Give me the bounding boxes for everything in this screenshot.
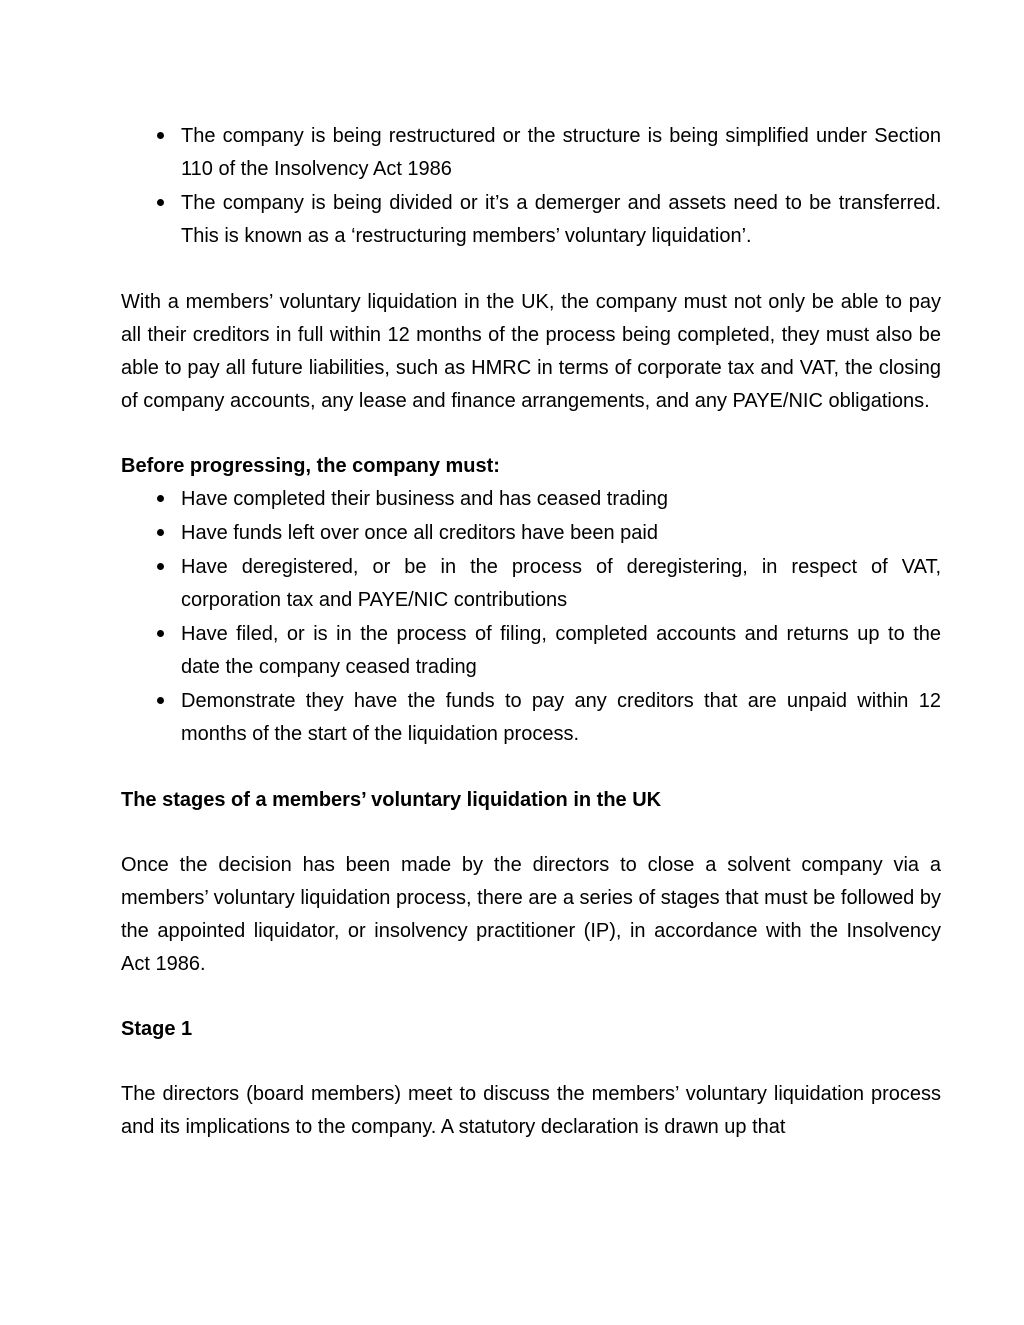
list-item-text: Have completed their business and has ceased trading (181, 488, 668, 510)
list-item (121, 120, 941, 186)
bullet-icon (153, 517, 167, 550)
bullet-icon (153, 120, 167, 153)
paragraph-mvl-requirements: With a members’ voluntary liquidation in the UK, the company must not only be able to pay all their creditors in full within 12 months of the process being completed, they must also be able to pay all future liabilities, such as HMRC in terms of corporate tax and VAT, the closing of company accounts, any lease and finance arrangements, and any PAYE/NIC obligations. (121, 291, 941, 412)
bullet-icon (153, 618, 167, 651)
before-bullet-list (121, 483, 941, 751)
bullet-icon (153, 685, 167, 718)
bullet-icon (153, 551, 167, 584)
list-item (121, 685, 941, 751)
intro-bullet-list (121, 120, 941, 253)
stages-heading: The stages of a members’ voluntary liquidation in the UK (121, 789, 662, 811)
before-progressing-heading: Before progressing, the company must: (121, 455, 500, 477)
list-item-text: Have funds left over once all creditors have been paid (181, 522, 658, 544)
list-item (121, 483, 941, 516)
list-item (121, 517, 941, 550)
bullet-icon (153, 483, 167, 516)
list-item (121, 551, 941, 617)
stage-1-heading: Stage 1 (121, 1018, 193, 1040)
bullet-icon (153, 187, 167, 220)
list-item-text: The company is being restructured or the structure is being simplified under Section 110 of the Insolvency Act 1986 (181, 125, 941, 180)
list-item-text: Have filed, or is in the process of filing, completed accounts and returns up to the date the company ceased trading (181, 623, 941, 678)
list-item-text: Have deregistered, or be in the process of deregistering, in respect of VAT, corporation tax and PAYE/NIC contributions (181, 556, 941, 611)
paragraph-stage-1: The directors (board members) meet to discuss the members’ voluntary liquidation process and its implications to the company. A statutory declaration is drawn up that (121, 1083, 941, 1138)
list-item (121, 618, 941, 684)
document-page (121, 120, 941, 1144)
list-item-text: Demonstrate they have the funds to pay any creditors that are unpaid within 12 months of the start of the liquidation process. (181, 690, 941, 745)
list-item (121, 187, 941, 253)
paragraph-stages-intro: Once the decision has been made by the directors to close a solvent company via a members’ voluntary liquidation process, there are a series of stages that must be followed by the appointed liquidator, or insolvency practitioner (IP), in accordance with the Insolvency Act 1986. (121, 854, 941, 975)
list-item-text: The company is being divided or it’s a demerger and assets need to be transferred. This is known as a ‘restructuring members’ voluntary liquidation’. (181, 192, 941, 247)
